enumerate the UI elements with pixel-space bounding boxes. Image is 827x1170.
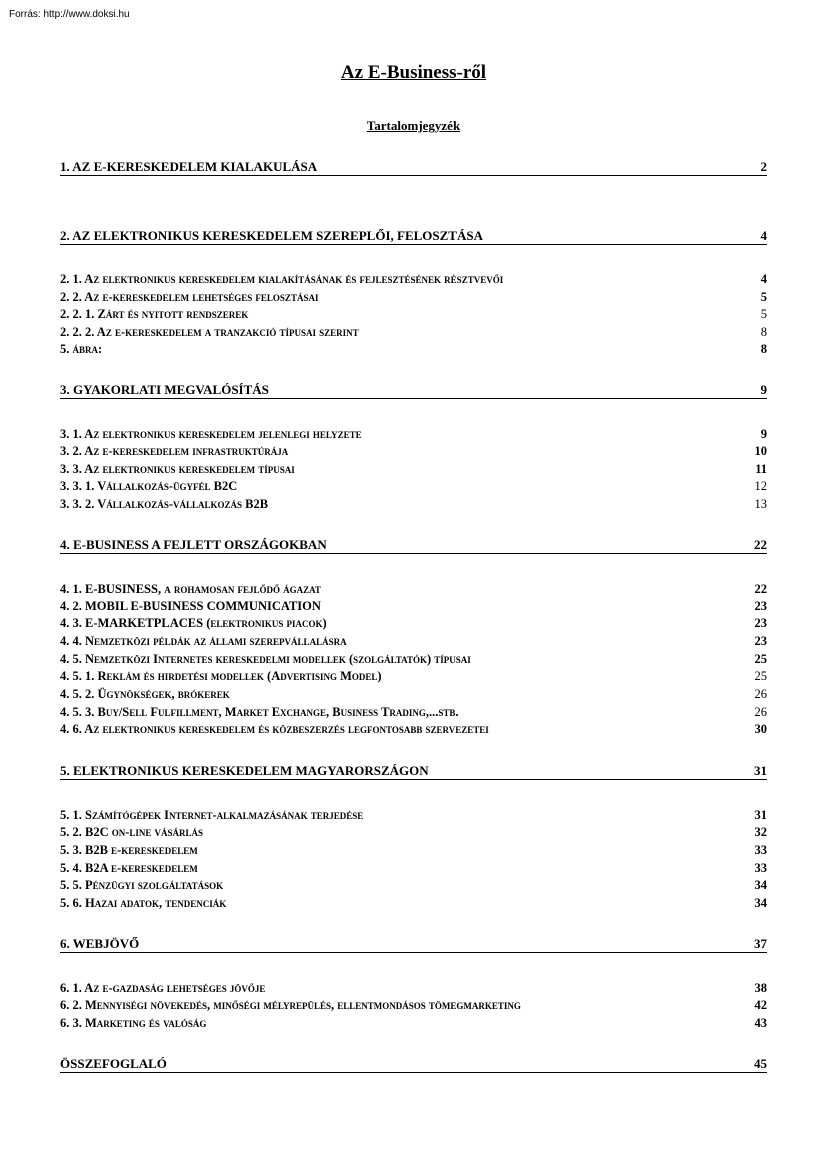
toc-entry-page: 45: [754, 1056, 767, 1071]
toc-entry[interactable]: [60, 1014, 767, 1031]
toc-entry[interactable]: [60, 859, 767, 876]
toc-entry[interactable]: [60, 667, 767, 684]
toc-entry-page: 8: [760, 325, 767, 339]
toc-entry[interactable]: [60, 650, 767, 667]
toc-entry-text: 5. 6. Hazai adatok, tendenciák: [60, 896, 227, 910]
toc-entry[interactable]: [60, 979, 767, 996]
toc-entry-page: 37: [754, 936, 767, 951]
toc-heading: Tartalomjegyzék: [366, 118, 461, 133]
toc-entry-text: 3. GYAKORLATI MEGVALÓSÍTÁS: [60, 382, 269, 397]
toc-entry[interactable]: [60, 159, 767, 176]
source-label: Forrás: http://www.doksi.hu: [9, 9, 130, 20]
toc-entry[interactable]: [60, 323, 767, 340]
toc-entry[interactable]: [60, 614, 767, 631]
toc-entry[interactable]: [60, 442, 767, 459]
toc-entry-page: 8: [760, 342, 767, 356]
toc-entry-page: 25: [754, 652, 767, 666]
toc-entry-page: 9: [760, 427, 767, 441]
toc-entry-page: 31: [754, 763, 767, 778]
toc-entry-page: 25: [754, 669, 767, 683]
toc-entry-page: 23: [754, 634, 767, 648]
toc-entry[interactable]: [60, 288, 767, 305]
toc-entry-page: 38: [754, 981, 767, 995]
toc-entry-page: 30: [754, 722, 767, 736]
toc-entry-text: 3. 3. 1. Vállalkozás-ügyfél B2C: [60, 479, 238, 493]
toc-entry-text: 3. 3. 2. Vállalkozás-vállalkozás B2B: [60, 497, 269, 511]
toc-entry-page: 32: [754, 825, 767, 839]
toc-entry-text: 4. 6. Az elektronikus kereskedelem és közbeszerzés legfontosabb szervezetei: [60, 722, 489, 736]
toc-entry[interactable]: [60, 763, 767, 780]
toc-entry-page: 12: [754, 479, 767, 493]
toc-entry-text: 3. 3. Az elektronikus kereskedelem típusai: [60, 462, 295, 476]
toc-entry-text: 4. 2. MOBIL E-BUSINESS COMMUNICATION: [60, 599, 321, 613]
toc-entry[interactable]: [60, 537, 767, 554]
toc-entry-text: 5. 4. B2A e-kereskedelem: [60, 861, 198, 875]
toc-entry[interactable]: [60, 685, 767, 702]
toc-entry-page: 26: [754, 687, 767, 701]
toc-entry[interactable]: [60, 996, 767, 1013]
toc-entry-page: 9: [760, 382, 767, 397]
table-of-contents: [60, 0, 767, 1170]
toc-entry[interactable]: [60, 703, 767, 720]
toc-entry-page: 23: [754, 616, 767, 630]
toc-entry-text: 2. AZ ELEKTRONIKUS KERESKEDELEM SZEREPLŐI, FELOSZTÁSA: [60, 228, 483, 243]
toc-entry[interactable]: [60, 720, 767, 737]
toc-entry-text: 4. E-BUSINESS A FEJLETT ORSZÁGOKBAN: [60, 537, 327, 552]
toc-entry-page: 42: [754, 998, 767, 1012]
toc-entry[interactable]: [60, 270, 767, 287]
toc-entry-page: 31: [754, 808, 767, 822]
toc-entry[interactable]: [60, 580, 767, 597]
toc-entry-text: 6. WEBJÖVŐ: [60, 936, 140, 951]
toc-entry-page: 10: [754, 444, 767, 458]
toc-entry-page: 43: [754, 1016, 767, 1030]
toc-entry-text: 5. 2. B2C on-line vásárlás: [60, 825, 204, 839]
toc-entry-text: 2. 1. Az elektronikus kereskedelem kialakításának és fejlesztésének résztvevői: [60, 272, 504, 286]
toc-entry-text: 4. 5. 3. Buy/Sell Fulfillment, Market Exchange, Business Trading,...stb.: [60, 705, 459, 719]
toc-entry-text: 4. 3. E-MARKETPLACES (elektronikus piacok): [60, 616, 327, 630]
toc-entry-page: 33: [754, 861, 767, 875]
toc-entry[interactable]: [60, 425, 767, 442]
toc-entry[interactable]: [60, 495, 767, 512]
toc-entry[interactable]: [60, 632, 767, 649]
toc-entry-page: 11: [755, 462, 767, 476]
toc-entry-text: 4. 5. 2. Ügynökségek, brókerek: [60, 687, 230, 701]
toc-entry-text: 5. 1. Számítógépek Internet-alkalmazásának terjedése: [60, 808, 364, 822]
toc-entry-text: 5. ELEKTRONIKUS KERESKEDELEM MAGYARORSZÁGON: [60, 763, 429, 778]
toc-entry[interactable]: [60, 228, 767, 245]
toc-entry[interactable]: [60, 806, 767, 823]
toc-entry-text: 4. 4. Nemzetközi példák az állami szerepvállalásra: [60, 634, 347, 648]
toc-entry-text: 6. 2. Mennyiségi növekedés, minőségi mélyrepülés, ellentmondásos tömegmarketing: [60, 998, 521, 1012]
toc-entry-text: 2. 2. 1. Zárt és nyitott rendszerek: [60, 307, 249, 321]
toc-entry-page: 13: [754, 497, 767, 511]
toc-entry[interactable]: [60, 460, 767, 477]
toc-entry[interactable]: [60, 597, 767, 614]
toc-entry[interactable]: [60, 823, 767, 840]
toc-entry-page: 22: [754, 582, 767, 596]
toc-entry-text: 4. 5. Nemzetközi Internetes kereskedelmi modellek (szolgáltatók) típusai: [60, 652, 471, 666]
toc-entry[interactable]: [60, 382, 767, 399]
toc-entry-page: 23: [754, 599, 767, 613]
toc-entry-page: 5: [760, 290, 767, 304]
toc-entry-text: 6. 1. Az e-gazdaság lehetséges jövője: [60, 981, 266, 995]
toc-entry[interactable]: [60, 936, 767, 953]
toc-entry-text: 2. 2. 2. Az e-kereskedelem a tranzakció típusai szerint: [60, 325, 359, 339]
toc-entry-page: 4: [760, 272, 767, 286]
toc-entry-page: 2: [760, 159, 767, 174]
toc-entry[interactable]: [60, 477, 767, 494]
toc-entry-page: 26: [754, 705, 767, 719]
toc-entry-page: 4: [760, 228, 767, 243]
toc-entry-page: 5: [760, 307, 767, 321]
toc-entry[interactable]: [60, 1056, 767, 1073]
document-title: Az E-Business-ről: [340, 62, 487, 83]
toc-entry-page: 22: [754, 537, 767, 552]
toc-entry-text: 3. 2. Az e-kereskedelem infrastruktúrája: [60, 444, 289, 458]
toc-entry-text: ÖSSZEFOGLALÓ: [60, 1056, 167, 1071]
toc-entry-text: 2. 2. Az e-kereskedelem lehetséges felosztásai: [60, 290, 319, 304]
toc-entry-text: 4. 5. 1. Reklám és hirdetési modellek (Advertising Model): [60, 669, 382, 683]
toc-entry[interactable]: [60, 340, 767, 357]
toc-entry-page: 34: [754, 896, 767, 910]
toc-entry-text: 3. 1. Az elektronikus kereskedelem jelenlegi helyzete: [60, 427, 362, 441]
toc-entry-text: 5. 3. B2B e-kereskedelem: [60, 843, 198, 857]
toc-entry-text: 5. 5. Pénzügyi szolgáltatások: [60, 878, 224, 892]
toc-entry[interactable]: [60, 305, 767, 322]
toc-entry-text: 4. 1. E-BUSINESS, a rohamosan fejlődő ágazat: [60, 582, 321, 596]
toc-entry-text: 6. 3. Marketing és valóság: [60, 1016, 207, 1030]
toc-entry-page: 34: [754, 878, 767, 892]
toc-entry[interactable]: [60, 876, 767, 893]
toc-entry-text: 1. AZ E-KERESKEDELEM KIALAKULÁSA: [60, 159, 318, 174]
toc-entry[interactable]: [60, 894, 767, 911]
toc-entry-page: 33: [754, 843, 767, 857]
toc-entry[interactable]: [60, 841, 767, 858]
toc-entry-text: 5. ábra:: [60, 342, 103, 356]
